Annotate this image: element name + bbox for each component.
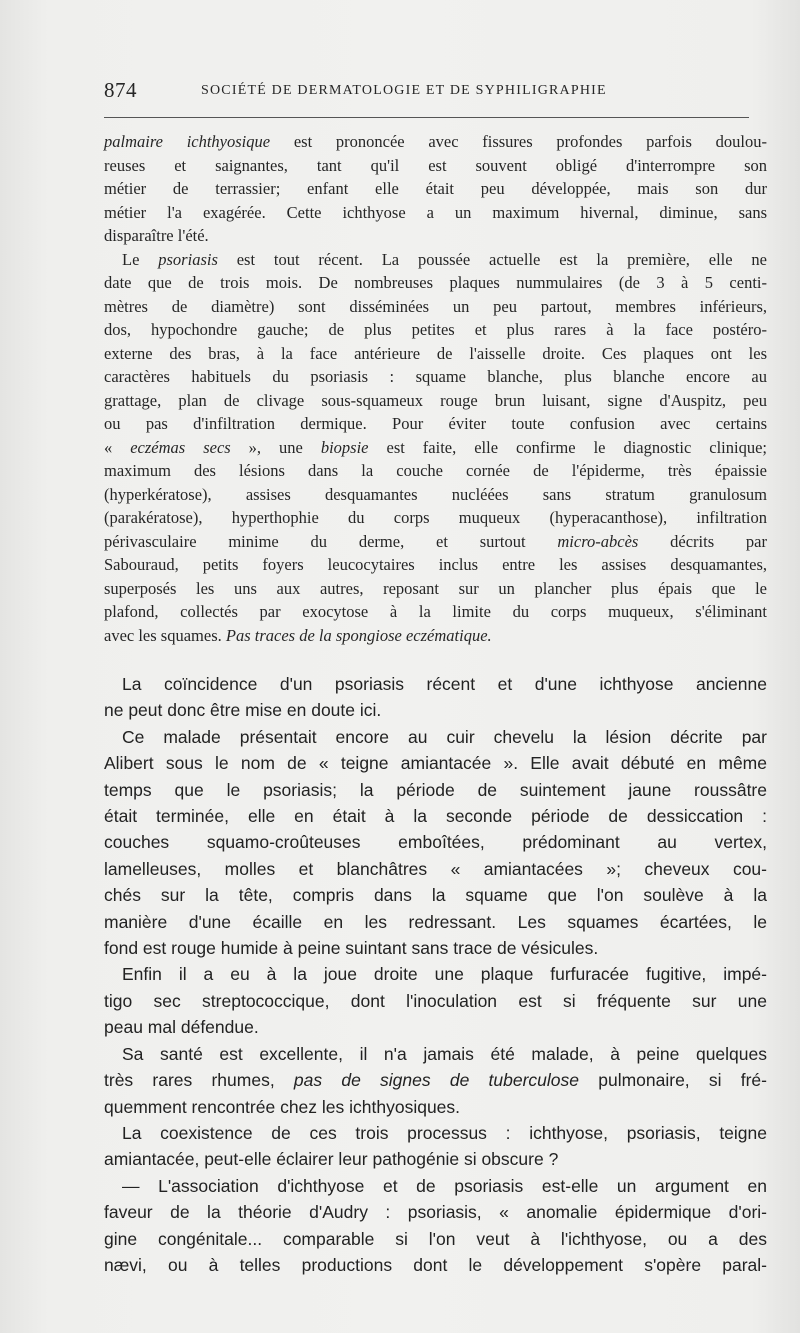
text-line: La coïncidence d'un psoriasis récent et d'une ichthyose ancienne [122, 674, 767, 694]
commentary-large-print [104, 671, 767, 1278]
text-line: temps que le psoriasis; la période de suintement jaune roussâtre [104, 779, 767, 800]
text-line: reuses et saignantes, tant qu'il est souvent obligé d'interrompre son [104, 155, 767, 175]
text-line: (hyperkératose), assises desquamantes nucléées sans stratum granulosum [104, 484, 767, 504]
text-line: palmaire ichthyosique est prononcée avec fissures profondes parfois doulou- [104, 132, 767, 151]
text-line: très rares rhumes, pas de signes de tuberculose pulmonaire, si fré- [104, 1070, 767, 1091]
text-line: métier l'a exagérée. Cette ichthyose a un maximum hivernal, diminue, sans [104, 202, 767, 222]
text-line: ou pas d'infiltration dermique. Pour éviter toute confusion avec certains [104, 414, 767, 433]
text-line: (parakératose), hyperthophie du corps muqueux (hyperacanthose), infiltration [104, 508, 767, 527]
text-line: fond est rouge humide à peine suintant sans trace de vésicules. [104, 938, 599, 959]
text-line: amiantacée, peut-elle éclairer leur pathogénie si obscure ? [104, 1149, 559, 1170]
text-line: Alibert sous le nom de « teigne amiantacée ». Elle avait débuté en même [104, 753, 767, 774]
text-line: grattage, plan de clivage sous-squameux rouge brun luisant, signe d'Auspitz, peu [104, 390, 767, 410]
page-number: 874 [104, 78, 137, 102]
text-line: plafond, collectés par exocytose à la limite du corps muqueux, s'éliminant [104, 602, 767, 621]
text-line: mètres de diamètre) sont disséminées un peu partout, membres inférieurs, [104, 296, 767, 316]
text-line: tigo sec streptococcique, dont l'inoculation est si fréquente sur une [104, 990, 767, 1011]
text-line: Le psoriasis est tout récent. La poussée actuelle est la première, elle ne [122, 249, 767, 269]
paragraph-palmar-ichthyosis [104, 130, 767, 248]
case-description-small-print [104, 130, 767, 647]
text-line: métier de terrassier; enfant elle était peu développée, mais son dur [104, 179, 767, 198]
text-line: lamelleuses, molles et blanchâtres « amiantacées »; cheveux cou- [104, 858, 767, 879]
text-line: externe des bras, à la face antérieure de l'aisselle droite. Ces plaques ont les [104, 343, 767, 363]
text-line: date que de trois mois. De nombreuses plaques nummulaires (de 3 à 5 centi- [104, 273, 767, 292]
text-line: Sa santé est excellente, il n'a jamais été malade, à peine quelques [122, 1043, 767, 1064]
text-line: disparaître l'été. [104, 226, 209, 245]
text-line: peau mal défendue. [104, 1017, 259, 1038]
text-line: gine congénitale... comparable si l'on veut à l'ichthyose, ou a des [104, 1228, 767, 1249]
text-line: « eczémas secs », une biopsie est faite, elle confirme le diagnostic clinique; [104, 437, 767, 457]
text-line: Enfin il a eu à la joue droite une plaque furfuracée fugitive, impé- [122, 964, 767, 985]
text-line: superposés les uns aux autres, reposant sur un plancher plus épais que le [104, 578, 767, 598]
text-line: périvasculaire minime du derme, et surtout micro-abcès décrits par [104, 531, 767, 551]
text-line: Sabouraud, petits foyers leucocytaires inclus entre les assises desquamantes, [104, 555, 767, 574]
text-line: ne peut donc être mise en doute ici. [104, 700, 382, 721]
header-rule [104, 117, 749, 118]
text-line: couches squamo-croûteuses emboîtées, prédominant au vertex, [104, 832, 767, 853]
text-line: maximum des lésions dans la couche cornée de l'épiderme, très épaissie [104, 461, 767, 480]
text-line: faveur de la théorie d'Audry : psoriasis, « anomalie épidermique d'ori- [104, 1202, 767, 1223]
text-line: Ce malade présentait encore au cuir chevelu la lésion décrite par [122, 726, 767, 747]
text-line: caractères habituels du psoriasis : squame blanche, plus blanche encore au [104, 367, 767, 386]
text-line: était terminée, elle en était à la seconde période de dessiccation : [104, 806, 767, 827]
text-line: dos, hypochondre gauche; de plus petites et plus rares à la face postéro- [104, 320, 767, 339]
text-line: La coexistence de ces trois processus : ichthyose, psoriasis, teigne [122, 1122, 767, 1143]
text-line: nævi, ou à telles productions dont le développement s'opère paral- [104, 1254, 767, 1275]
running-title: SOCIÉTÉ DE DERMATOLOGIE ET DE SYPHILIGRAPHIE [201, 83, 607, 98]
page-header [104, 78, 754, 106]
text-line: manière d'une écaille en les redressant. Les squames écartées, le [104, 911, 767, 932]
text-line: — L'association d'ichthyose et de psoriasis est-elle un argument en [122, 1175, 767, 1196]
paragraph-psoriasis [104, 248, 767, 648]
text-line: quemment rencontrée chez les ichthyosiques. [104, 1096, 461, 1117]
text-line: avec les squames. Pas traces de la spongiose eczématique. [104, 625, 492, 645]
text-line: chés sur la tête, compris dans la squame que l'on soulève à la [104, 885, 767, 906]
